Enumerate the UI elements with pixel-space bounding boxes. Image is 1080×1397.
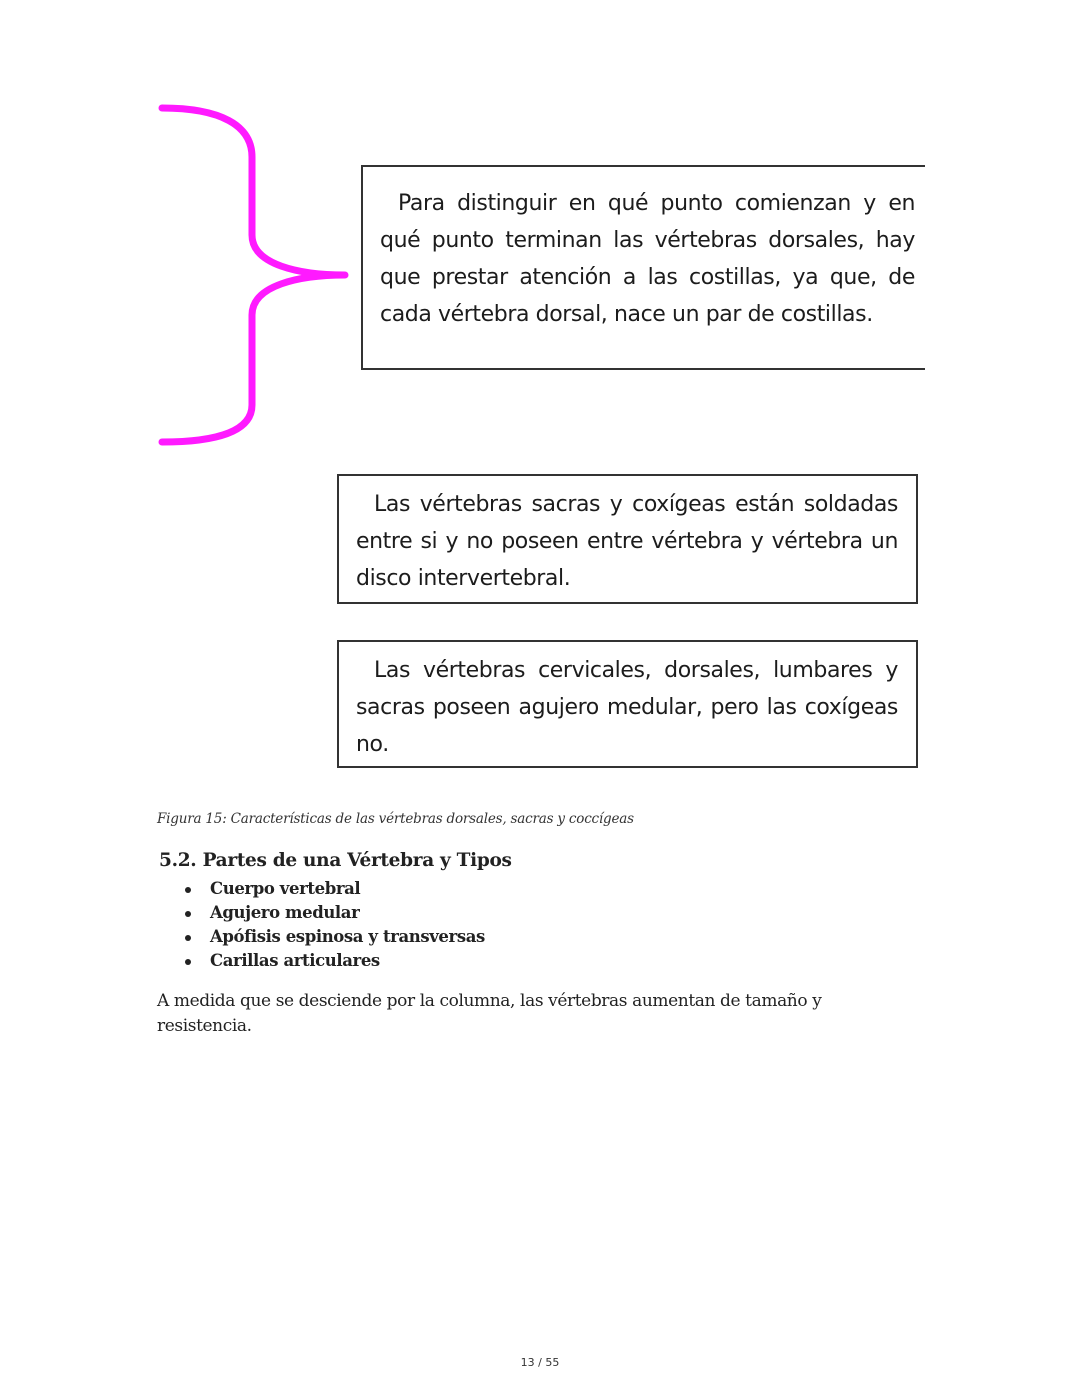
bullet-list	[185, 877, 485, 973]
figure-textbox-dorsal-ribs	[361, 165, 925, 370]
textbox-text: Las vértebras cervicales, dorsales, lumbares y sacras poseen agujero medular, pero las coxígeas no.	[356, 658, 898, 757]
body-paragraph: A medida que se desciende por la columna, las vértebras aumentan de tamaño y resistencia.	[157, 991, 822, 1036]
bullet-icon	[185, 887, 191, 893]
list-item: Apófisis espinosa y transversas	[185, 925, 485, 949]
figure-textbox-medullary-canal	[337, 640, 918, 768]
section-heading: 5.2. Partes de una Vértebra y Tipos	[159, 850, 512, 871]
textbox-text: Para distinguir en qué punto comienzan y en qué punto terminan las vértebras dorsales, hay que prestar atención a las costillas, ya que, de cada vértebra dorsal, nace un par de costillas.	[380, 191, 915, 327]
curly-brace-graphic	[150, 95, 360, 455]
bullet-icon	[185, 959, 191, 965]
page-number: 13 / 55	[520, 1356, 560, 1369]
figure-textbox-sacral-coccygeal	[337, 474, 918, 604]
bullet-icon	[185, 935, 191, 941]
bullet-icon	[185, 911, 191, 917]
textbox-text: Las vértebras sacras y coxígeas están soldadas entre si y no poseen entre vértebra y vértebra un disco intervertebral.	[356, 492, 898, 591]
list-item: Carillas articulares	[185, 949, 485, 973]
figure-caption: Figura 15: Características de las vértebras dorsales, sacras y coccígeas	[157, 811, 634, 827]
list-item: Agujero medular	[185, 901, 485, 925]
list-item: Cuerpo vertebral	[185, 877, 485, 901]
